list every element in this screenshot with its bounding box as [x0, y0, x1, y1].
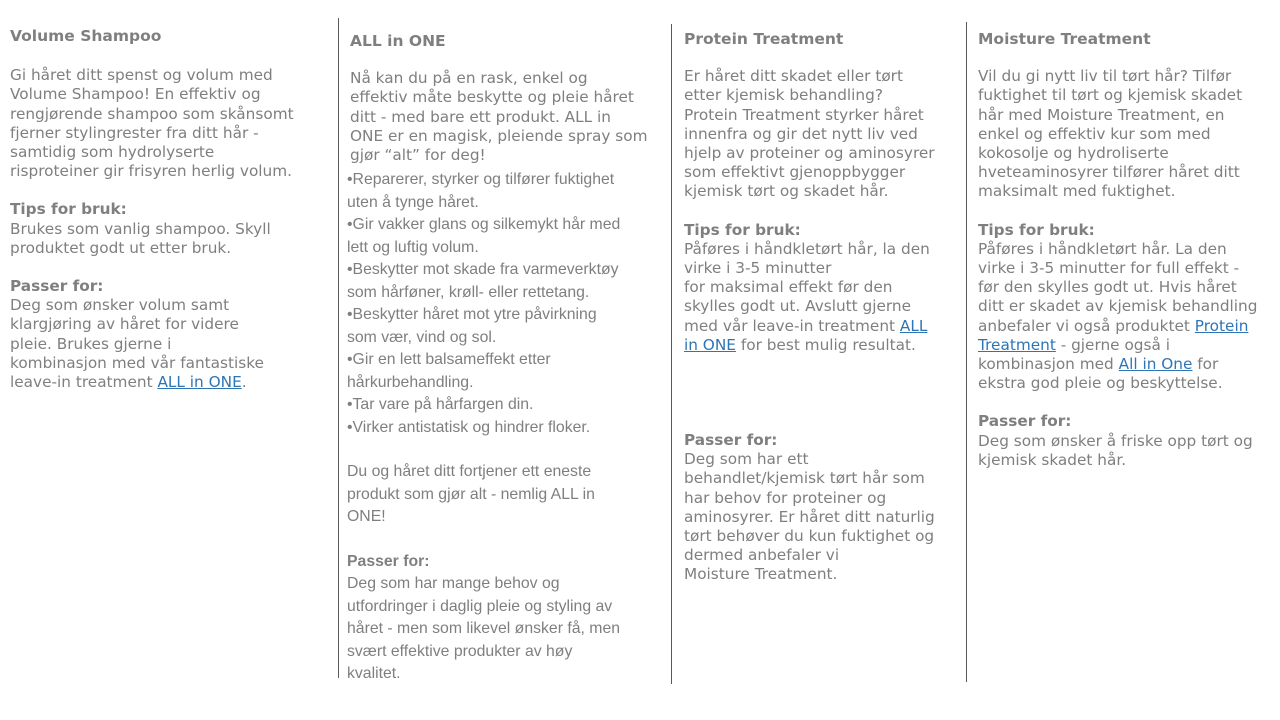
text-line: Du og håret ditt fortjener ett eneste: [347, 463, 592, 481]
text-line: produktet godt ut etter bruk.: [10, 238, 232, 257]
text-segment: for: [1192, 355, 1219, 374]
moisture-intro: [978, 67, 1276, 201]
text-line: pleie. Brukes gjerne i: [10, 334, 172, 353]
text-segment: for best mulig resultat.: [735, 335, 916, 354]
text-line: hveteaminosyrer tilfører håret ditt: [978, 163, 1240, 182]
text-segment: kombinasjon med: [978, 355, 1119, 374]
moisture-treatment-title: Moisture Treatment: [978, 30, 1151, 48]
all-in-one-intro: [350, 69, 667, 165]
text-line: Påføres i håndkletørt hår. La den: [978, 239, 1227, 258]
protein-intro: [684, 67, 959, 201]
text-line: fjerner stylingrester fra ditt hår -: [10, 123, 259, 142]
all-in-one-link[interactable]: ALL in ONE: [157, 373, 242, 392]
protein-passer-label: Passer for:: [684, 431, 778, 450]
text-line: skylles godt ut. Avslutt gjerne: [684, 297, 912, 316]
text-line: aminosyrer. Er håret ditt naturlig: [684, 507, 935, 526]
text-line: ONE!: [347, 508, 386, 526]
text-segment: med vår leave-in treatment: [684, 316, 900, 335]
list-item: •Beskytter håret mot ytre påvirkning: [347, 306, 597, 324]
text-line: svært effektive produkter av høy: [347, 642, 573, 660]
volume-shampoo-column: [10, 27, 330, 392]
text-line: etter kjemisk behandling?: [684, 86, 883, 105]
text-line: produkt som gjør alt - nemlig ALL in: [347, 485, 595, 503]
text-line: [10, 373, 330, 392]
text-line: kjemisk tørt og skadet hår.: [684, 182, 889, 201]
text-line: effektiv måte beskytte og pleie håret: [350, 88, 634, 107]
benefit-list: [347, 169, 667, 439]
list-item: som vær, vind og sol.: [347, 328, 497, 346]
text-line: Deg som har mange behov og: [347, 575, 560, 593]
text-line: klargjøring av håret for videre: [10, 315, 239, 334]
text-line: Moisture Treatment.: [684, 565, 838, 584]
text-line: rengjørende shampoo som skånsomt: [10, 104, 294, 123]
moisture-passer-label: Passer for:: [978, 412, 1072, 431]
text-line: kokosolje og hydroliserte: [978, 144, 1169, 163]
text-line: for maksimal effekt før den: [684, 278, 893, 297]
text-line: ONE er en magisk, pleiende spray som: [350, 126, 648, 145]
text-line: [978, 355, 1276, 374]
list-item: uten å tynge håret.: [347, 193, 479, 211]
text-line: [978, 336, 1276, 355]
list-item: lett og luftig volum.: [347, 238, 479, 256]
protein-tips-label: Tips for bruk:: [684, 220, 801, 239]
text-line: dermed anbefaler vi: [684, 546, 840, 565]
text-line: Deg som har ett: [684, 450, 809, 469]
list-item: •Tar vare på hårfargen din.: [347, 396, 534, 414]
text-line: Gi håret ditt spenst og volum med: [10, 66, 273, 85]
text-line: kvalitet.: [347, 665, 401, 683]
text-line: Nå kan du på en rask, enkel og: [350, 69, 588, 88]
text-line: enkel og effektiv kur som med: [978, 124, 1211, 143]
moisture-tips-label: Tips for bruk:: [978, 220, 1095, 239]
all-in-one-title: ALL in ONE: [350, 32, 446, 50]
text-line: kjemisk skadet hår.: [978, 450, 1127, 469]
text-line: Vil du gi nytt liv til tørt hår? Tilfør: [978, 67, 1232, 86]
text-line: Protein Treatment styrker håret: [684, 105, 924, 124]
volume-intro: [10, 66, 330, 181]
protein-treatment-link[interactable]: Treatment: [978, 335, 1056, 354]
protein-treatment-link[interactable]: Protein: [1194, 316, 1249, 335]
text-line: behandlet/kjemisk tørt hår som: [684, 469, 925, 488]
column-divider-2: [671, 24, 672, 684]
text-line: ditt er skadet av kjemisk behandling: [978, 297, 1258, 316]
text-segment: .: [241, 373, 247, 392]
text-line: utfordringer i daglig pleie og styling av: [347, 597, 613, 615]
protein-treatment-title: Protein Treatment: [684, 30, 844, 48]
all-in-one-passer-label: Passer for:: [347, 552, 430, 570]
text-line: [978, 317, 1276, 336]
text-line: risproteiner gir frisyren herlig volum.: [10, 162, 293, 181]
column-divider-1: [338, 18, 339, 678]
text-line: maksimalt med fuktighet.: [978, 182, 1176, 201]
text-line: [684, 317, 959, 336]
text-line: Brukes som vanlig shampoo. Skyll: [10, 219, 271, 238]
text-line: hjelp av proteiner og aminosyrer: [684, 144, 935, 163]
volume-passer-label: Passer for:: [10, 277, 104, 296]
text-line: som effektivt gjenoppbygger: [684, 163, 906, 182]
all-in-one-column: [347, 32, 667, 686]
text-line: før den skylles godt ut. Hvis håret: [978, 278, 1237, 297]
text-line: Påføres i håndkletørt hår, la den: [684, 239, 930, 258]
list-item: •Beskytter mot skade fra varmeverktøy: [347, 261, 619, 279]
text-line: gjør “alt” for deg!: [350, 146, 486, 165]
list-item: •Reparerer, styrker og tilfører fuktighet: [347, 171, 615, 189]
text-line: tørt behøver du kun fuktighet og: [684, 527, 935, 546]
volume-tips-label: Tips for bruk:: [10, 200, 127, 219]
list-item: hårkurbehandling.: [347, 373, 474, 391]
list-item: •Gir en lett balsameffekt etter: [347, 351, 551, 369]
all-in-one-link[interactable]: ALL: [899, 316, 928, 335]
list-item: •Gir vakker glans og silkemykt hår med: [347, 216, 621, 234]
volume-shampoo-title: Volume Shampoo: [10, 27, 162, 45]
text-line: ekstra god pleie og beskyttelse.: [978, 374, 1223, 393]
text-line: Er håret ditt skadet eller tørt: [684, 67, 903, 86]
text-segment: anbefaler vi også produktet: [978, 316, 1195, 335]
all-in-one-link[interactable]: in ONE: [684, 335, 736, 354]
text-line: fuktighet til tørt og kjemisk skadet: [978, 86, 1243, 105]
text-line: [684, 336, 959, 355]
text-segment: - gjerne også i: [1055, 335, 1170, 354]
text-line: virke i 3-5 minutter for full effekt -: [978, 259, 1240, 278]
text-line: Volume Shampoo! En effektiv og: [10, 85, 261, 104]
text-line: virke i 3-5 minutter: [684, 259, 832, 278]
all-in-one-link[interactable]: All in One: [1118, 355, 1193, 374]
text-line: ditt - med bare ett produkt. ALL in: [350, 107, 611, 126]
text-line: hår med Moisture Treatment, en: [978, 105, 1225, 124]
text-line: kombinasjon med vår fantastiske: [10, 353, 264, 372]
text-line: samtidig som hydrolyserte: [10, 143, 215, 162]
column-divider-3: [966, 22, 967, 682]
text-line: håret - men som likevel ønsker få, men: [347, 620, 621, 638]
list-item: som hårføner, krøll- eller rettetang.: [347, 283, 590, 301]
protein-treatment-column: [684, 30, 959, 585]
moisture-treatment-column: [978, 30, 1276, 470]
text-line: Deg som ønsker å friske opp tørt og: [978, 431, 1253, 450]
text-line: innenfra og gir det nytt liv ved: [684, 124, 918, 143]
text-line: har behov for proteiner og: [684, 488, 887, 507]
list-item: •Virker antistatisk og hindrer floker.: [347, 418, 591, 436]
text-line: Deg som ønsker volum samt: [10, 296, 230, 315]
text-segment: leave-in treatment: [10, 373, 158, 392]
